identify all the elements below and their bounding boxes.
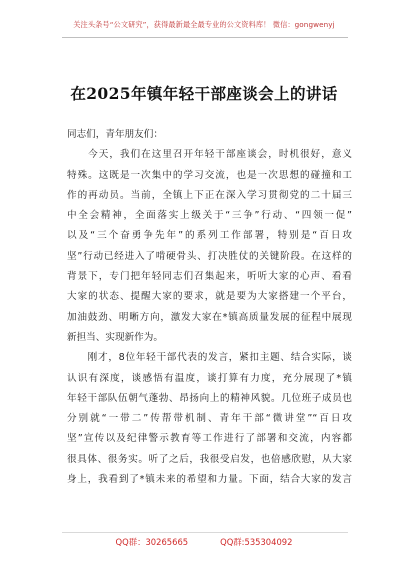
body-line: 认识有深度，谈感悟有温度，谈打算有力度，充分展现了*镇: [67, 372, 352, 384]
body-line: 作的再动员。当前，全镇上下正在深入学习贯彻党的二十届三: [67, 189, 352, 201]
footer-divider: [62, 532, 348, 533]
footer-qq-group-2: QQ群:535304092: [220, 537, 293, 547]
document-body: [67, 125, 352, 490]
body-line: 加油鼓劲、明晰方向，激发大家在*镇高质量发展的征程中展现: [67, 311, 352, 323]
body-line: 年轻干部队伍朝气蓬勃、昂扬向上的精神风貌。几位班子成员也: [67, 392, 352, 404]
body-line: 新担当、实现新作为。: [67, 331, 163, 343]
promo-banner: 关注头条号“公文研究”，获得最新最全最专业的公文资料库！ 微信：gongwenyj: [73, 20, 335, 29]
body-line: 以及“三个奋勇争先年”的系列工作部署，特别是“百日攻: [67, 230, 352, 242]
footer-qq-group-1: QQ群：30265665: [115, 537, 189, 547]
body-line: 特殊。这既是一次集中的学习交流，也是一次思想的碰撞和工: [67, 169, 352, 181]
body-line: 刚才，8位年轻干部代表的发言，紧扣主题、结合实际，谈: [67, 352, 352, 364]
body-line: 坚”宣传以及纪律警示教育等工作进行了部署和交流，内容都: [67, 433, 352, 445]
body-line: 分别就“一带二”传帮带机制、青年干部“微讲堂”“百日攻: [67, 413, 352, 425]
body-line: 今天，我们在这里召开年轻干部座谈会，时机很好，意义: [67, 149, 352, 161]
body-line: 很具体、很务实。听了之后，我很受启发，也倍感欣慰，从大家: [67, 453, 352, 465]
body-line: 身上，我看到了*镇未来的希望和力量。下面，结合大家的发言: [67, 474, 352, 486]
body-line: 坚”行动已经进入了啃硬骨头、打决胜仗的关键阶段。在这样的: [67, 250, 352, 262]
body-line: 大家的状态、提醒大家的要求，就是要为大家搭建一个平台，: [67, 291, 352, 303]
footer: [0, 536, 408, 548]
body-line: 中全会精神，全面落实上级关于“三争”行动、“四领一促”: [67, 210, 352, 222]
document-title: 在2025年镇年轻干部座谈会上的讲话: [70, 84, 338, 103]
header-divider: [62, 37, 348, 38]
body-line: 背景下，专门把年轻同志们召集起来，听听大家的心声、看看: [67, 271, 352, 283]
salutation-line: 同志们，青年朋友们：: [67, 129, 163, 140]
